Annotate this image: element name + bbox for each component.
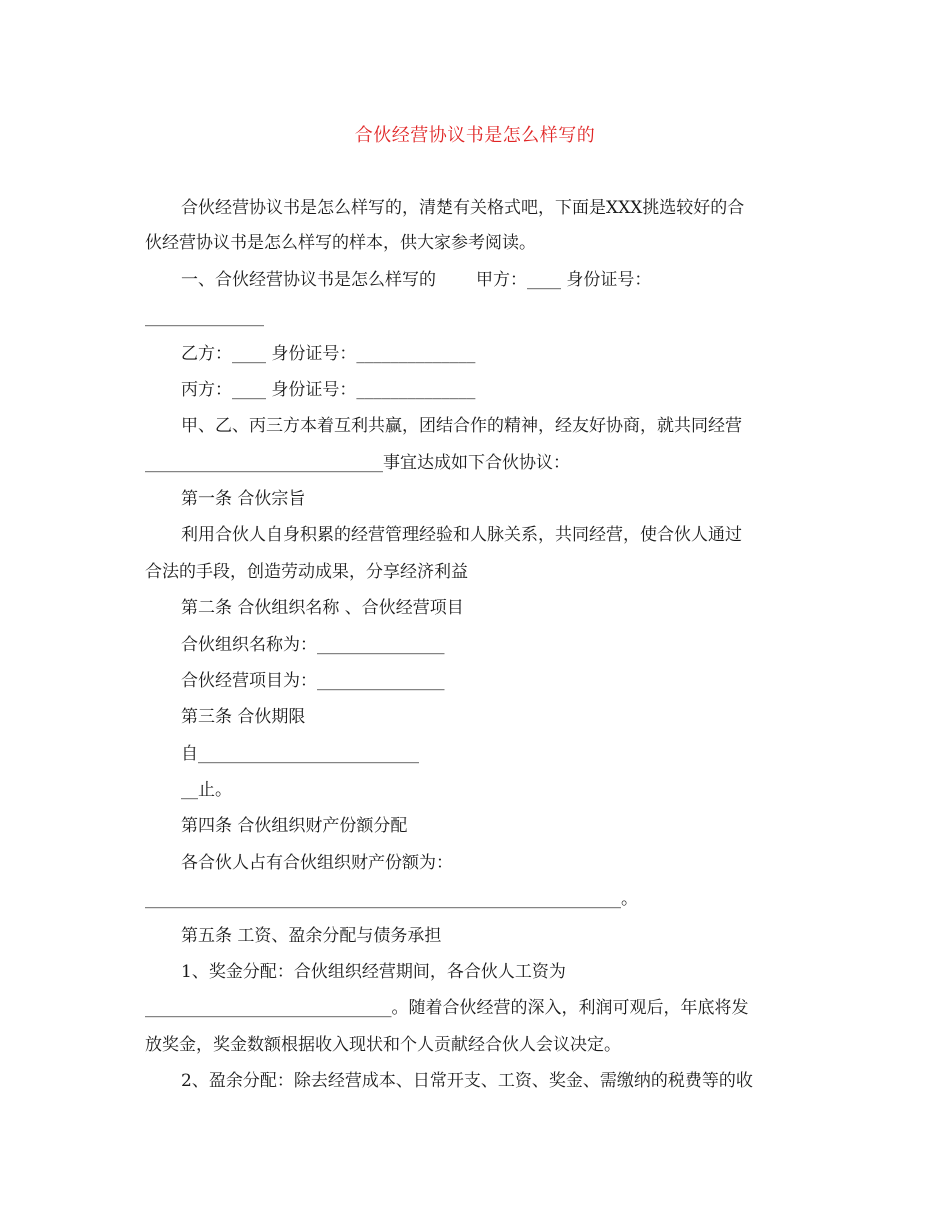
article-2-title: 第二条 合伙组织名称 、合伙经营项目: [181, 598, 464, 618]
heading-1: 一、合伙经营协议书是怎么样写的: [181, 270, 436, 290]
article-2-project: 合伙经营项目为：_______________: [181, 671, 445, 691]
article-5-bonus-2: _____________________________。随着合伙经营的深入，利润可观后，年底将发: [145, 998, 749, 1018]
article-1-text-2: 合法的手段，创造劳动成果，分享经济利益: [145, 562, 468, 582]
article-4-title: 第四条 合伙组织财产份额分配: [181, 816, 408, 836]
article-4-text: 各合伙人占有合伙组织财产份额为：: [181, 853, 453, 873]
party-a-id-blank: ______________: [145, 307, 264, 327]
heading-1-row: [181, 268, 651, 292]
article-2-name: 合伙组织名称为：_______________: [181, 635, 445, 655]
party-a-line: 甲方：____ 身份证号：: [476, 270, 652, 290]
article-3-from: 自__________________________: [181, 744, 419, 764]
article-5-bonus-1: 1、奖金分配：合伙组织经营期间，各合伙人工资为: [181, 962, 566, 982]
party-b-line: 乙方：____ 身份证号：______________: [181, 344, 476, 364]
preamble-line-1: 甲、乙、丙三方本着互利共赢，团结合作的精神，经友好协商，就共同经营: [181, 416, 742, 436]
preamble-line-2: ____________________________事宜达成如下合伙协议：: [145, 453, 570, 473]
intro-line-1: 合伙经营协议书是怎么样写的，清楚有关格式吧，下面是XXX挑选较好的合: [181, 198, 745, 218]
article-5-bonus-3: 放奖金，奖金数额根据收入现状和个人贡献经合伙人会议决定。: [145, 1035, 621, 1055]
party-c-line: 丙方：____ 身份证号：______________: [181, 380, 476, 400]
article-3-until: __止。: [181, 780, 232, 800]
article-5-surplus-1: 2、盈余分配：除去经营成本、日常开支、工资、奖金、需缴纳的税费等的收: [181, 1071, 753, 1091]
intro-line-2: 伙经营协议书是怎么样写的样本，供大家参考阅读。: [145, 233, 536, 253]
article-4-blank: ________________________________________________________。: [145, 889, 638, 909]
article-1-text-1: 利用合伙人自身积累的经营管理经验和人脉关系，共同经营，使合伙人通过: [181, 525, 742, 545]
document-title: 合伙经营协议书是怎么样写的: [354, 125, 596, 146]
article-5-title: 第五条 工资、盈余分配与债务承担: [181, 926, 442, 946]
article-1-title: 第一条 合伙宗旨: [181, 489, 306, 509]
article-3-title: 第三条 合伙期限: [181, 707, 306, 727]
